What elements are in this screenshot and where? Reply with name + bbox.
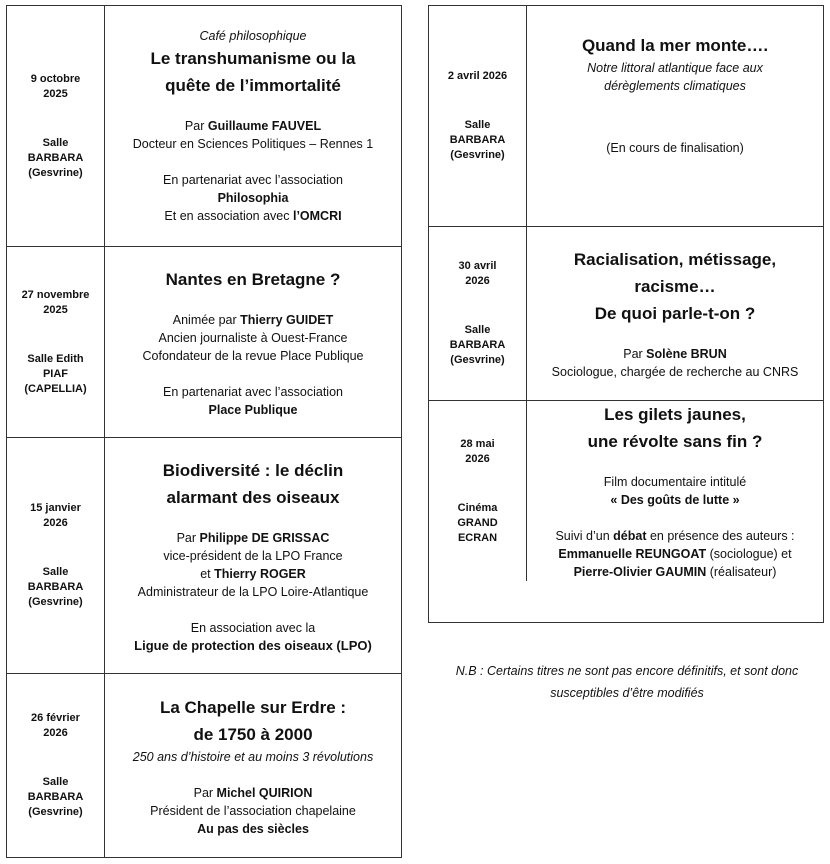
event-details bbox=[527, 401, 823, 581]
partner-intro: En association avec la bbox=[190, 620, 316, 635]
speaker-name: Philippe DE GRISSAC bbox=[199, 530, 330, 545]
event-date-cell bbox=[7, 438, 105, 673]
event-date: 2 avril 2026 bbox=[447, 70, 508, 82]
speaker-role: Docteur en Sciences Politiques – Rennes 1 bbox=[132, 137, 374, 151]
event-details bbox=[527, 6, 823, 226]
event-title: Racialisation, métissage, racisme… bbox=[573, 250, 777, 296]
partner-intro: En partenariat avec l’association bbox=[163, 384, 343, 399]
debate-line: Suivi d’un débat en présence des auteurs : bbox=[555, 529, 795, 543]
author-line: Emmanuelle REUNGOAT (sociologue) et bbox=[558, 547, 792, 561]
event-date: 30 avril 2026 bbox=[458, 260, 497, 287]
event-date-cell bbox=[429, 227, 527, 400]
event-title: Le transhumanisme ou la quête de l’immortalité bbox=[150, 49, 356, 95]
event-venue: Salle BARBARA (Gesvrine) bbox=[449, 119, 506, 161]
association-name: l’OMCRI bbox=[292, 209, 342, 223]
event-details bbox=[105, 438, 401, 673]
event-date-cell bbox=[429, 6, 527, 226]
event-row bbox=[429, 226, 823, 400]
event-row bbox=[7, 437, 401, 673]
association-line: Et en association avec l’OMCRI bbox=[164, 209, 342, 223]
program-table-left bbox=[6, 5, 402, 858]
event-venue: Salle BARBARA (Gesvrine) bbox=[27, 566, 84, 608]
event-kicker: Café philosophique bbox=[199, 29, 307, 43]
partner-name: Philosophia bbox=[217, 191, 289, 205]
event-date-cell bbox=[429, 401, 527, 581]
event-row bbox=[429, 6, 823, 226]
speaker-name: Guillaume FAUVEL bbox=[207, 119, 322, 133]
film-title: « Des goûts de lutte » bbox=[610, 493, 740, 507]
event-date: 9 octobre 2025 bbox=[30, 72, 81, 100]
event-title: Quand la mer monte…. bbox=[581, 36, 769, 55]
event-details bbox=[527, 227, 823, 400]
event-date-cell bbox=[7, 247, 105, 437]
event-row bbox=[429, 400, 823, 581]
speaker-name: Michel QUIRION bbox=[216, 785, 313, 800]
speaker-role: Président de l’association chapelaine bbox=[150, 803, 356, 818]
event-venue: Salle BARBARA (Gesvrine) bbox=[449, 324, 506, 366]
speaker-line: Par Solène BRUN bbox=[623, 347, 727, 361]
event-row bbox=[7, 673, 401, 857]
speaker-role: Sociologue, chargée de recherche au CNRS bbox=[551, 365, 799, 379]
author-line: Pierre-Olivier GAUMIN (réalisateur) bbox=[573, 565, 777, 579]
program-table-right bbox=[428, 5, 824, 623]
event-date: 28 mai 2026 bbox=[460, 437, 495, 465]
speaker-role: Cofondateur de la revue Place Publique bbox=[142, 348, 364, 363]
event-venue: Salle Edith PIAF (CAPELLIA) bbox=[24, 352, 87, 395]
event-subtitle: 250 ans d’histoire et au moins 3 révolutions bbox=[132, 749, 374, 764]
event-venue: Salle BARBARA (Gesvrine) bbox=[27, 776, 84, 818]
event-title: Les gilets jaunes, bbox=[604, 405, 746, 424]
event-date-cell bbox=[7, 6, 105, 246]
event-date: 15 janvier 2026 bbox=[30, 502, 81, 529]
event-venue: Cinéma GRAND ECRAN bbox=[457, 501, 498, 544]
partner-name: Au pas des siècles bbox=[197, 821, 309, 836]
event-date-cell bbox=[7, 674, 105, 857]
event-title: Nantes en Bretagne ? bbox=[165, 269, 341, 289]
event-title-line: De quoi parle-t-on ? bbox=[594, 304, 756, 323]
event-venue: Salle BARBARA (Gesvrine) bbox=[27, 136, 84, 179]
event-date: 27 novembre 2025 bbox=[21, 288, 90, 316]
event-row bbox=[7, 246, 401, 437]
event-details bbox=[105, 247, 401, 437]
speaker-role: Ancien journaliste à Ouest-France bbox=[158, 330, 348, 345]
speaker-line: et Thierry ROGER bbox=[200, 566, 306, 581]
partner-name: Place Publique bbox=[208, 402, 298, 417]
event-details bbox=[105, 674, 401, 857]
event-title: Biodiversité : le déclin alarmant des oiseaux bbox=[162, 460, 344, 507]
speaker-line: Animée par Thierry GUIDET bbox=[172, 312, 334, 327]
event-subtitle: Notre littoral atlantique face aux dérèglements climatiques bbox=[587, 61, 763, 93]
speaker-name: Thierry GUIDET bbox=[240, 312, 334, 327]
speaker-role: vice-président de la LPO France bbox=[163, 548, 343, 563]
event-title-line: une révolte sans fin ? bbox=[587, 432, 763, 451]
speaker-role: Administrateur de la LPO Loire-Atlantique bbox=[137, 584, 369, 599]
speaker-name: Solène BRUN bbox=[646, 347, 727, 361]
partner-name: Ligue de protection des oiseaux (LPO) bbox=[134, 637, 372, 653]
speaker-name: Thierry ROGER bbox=[214, 566, 306, 581]
event-title: La Chapelle sur Erdre : de 1750 à 2000 bbox=[159, 697, 347, 744]
film-intro: Film documentaire intitulé bbox=[603, 475, 747, 489]
disclaimer-note: N.B : Certains titres ne sont pas encore définitifs, et sont donc susceptibles d’être modifiés bbox=[455, 664, 799, 700]
event-status: (En cours de finalisation) bbox=[606, 141, 744, 155]
speaker-line: Par Michel QUIRION bbox=[193, 785, 313, 800]
speaker-line: Par Philippe DE GRISSAC bbox=[176, 530, 330, 545]
author-name: Emmanuelle REUNGOAT bbox=[558, 547, 707, 561]
event-details bbox=[105, 6, 401, 246]
event-row bbox=[7, 6, 401, 246]
partner-intro: En partenariat avec l’association bbox=[163, 173, 343, 187]
speaker-line: Par Guillaume FAUVEL bbox=[184, 119, 322, 133]
event-date: 26 février 2026 bbox=[31, 712, 80, 739]
author-name: Pierre-Olivier GAUMIN bbox=[573, 565, 707, 579]
